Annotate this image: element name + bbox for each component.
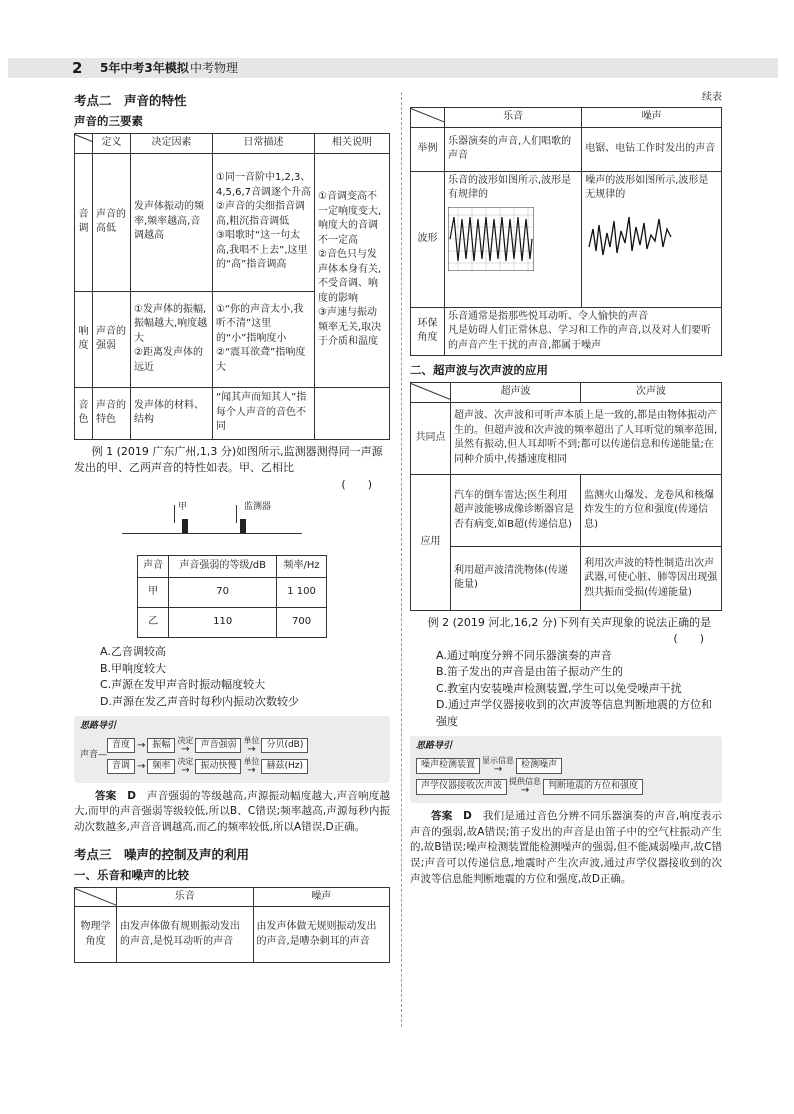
answer-text: 声音强弱的等级越高,声源振动幅度越大,声音响度越大,而甲的声音强弱等级较低,所以B、C错误;频率越高,声源每秒内振动次数越多,声音音调越高,而乙的频率较低,所以A错误,D正确。: [74, 789, 391, 833]
subsection-title: 二、超声波与次声波的应用: [410, 363, 548, 377]
table-header: 噪声: [253, 887, 390, 907]
ground-line: [122, 533, 302, 534]
right-column: [410, 90, 722, 888]
table-cell: 1 100: [277, 578, 327, 608]
guide-tag: 思路导引: [416, 741, 453, 752]
table-cell: 发声体振动的频率,频率越高,音调越高: [131, 153, 213, 291]
option-a: A.乙音调较高: [100, 645, 166, 658]
monitor-block: [240, 519, 246, 533]
row-name: 环保角度: [411, 307, 445, 356]
table-cell: 110: [169, 608, 277, 638]
flow-arrow: 决定 →: [177, 756, 194, 776]
ultra-infra-table: [410, 382, 722, 611]
table-cell: 由发声体做有规则振动发出的声音,是悦耳动听的声音: [117, 907, 254, 963]
flow-arrow: →: [137, 739, 146, 751]
page-header: [0, 58, 794, 80]
flow-row: [416, 757, 716, 775]
row-name: 共同点: [411, 402, 451, 474]
monitor-figure: [74, 497, 390, 551]
table-cell: 利用超声波清洗物体(传递能量): [451, 546, 581, 610]
answer-blank: ( ): [673, 632, 704, 646]
table-corner: [75, 887, 117, 907]
thinking-guide-2: [410, 736, 722, 803]
row-name: 音色: [75, 387, 93, 439]
flow-box: 噪声检测装置: [416, 758, 480, 774]
table-cell: 监测火山爆发、龙卷风和核爆炸发生的方位和强度(传递信息): [581, 474, 722, 546]
table-cell: 声音的高低: [93, 153, 131, 291]
row-name: 应用: [411, 474, 451, 610]
example2-stem: 例 2 (2019 河北,16,2 分)下列有关声现象的说法正确的是: [427, 615, 712, 629]
table-cell: [582, 171, 722, 307]
row-name: 物理学角度: [75, 907, 117, 963]
table-header: 乐音: [117, 887, 254, 907]
table-corner: [75, 134, 93, 154]
table-cell: 乐器演奏的声音,人们唱歌的声音: [445, 127, 582, 171]
answer-text: 我们是通过音色分辨不同乐器演奏的声音,响度表示声音的强弱,故A错误;笛子发出的声音是由笛子中的空气柱振动产生的,故B错误;噪声检测装置能检测噪声的强弱,但不能减弱噪声,故C错误;声音可以传递信息,地震时产生次声波,通过声学仪器接收到的次声波等信息能判断地震的方位和强度,故D正确。: [410, 809, 723, 885]
subsection-title: 声音的三要素: [74, 113, 143, 128]
table-corner: [411, 108, 445, 128]
table-header: 噪声: [582, 108, 722, 128]
thinking-guide-1: [74, 716, 390, 783]
table-cell: 由发声体做无规则振动发出的声音,是嘈杂刺耳的声音: [253, 907, 390, 963]
table-cell: 700: [277, 608, 327, 638]
section-title-2: 考点二 声音的特性: [74, 93, 187, 108]
option-c: C.声源在发甲声音时振动幅度较大: [100, 678, 266, 691]
figure-label-jia: 甲: [178, 502, 188, 512]
table-header: 定义: [93, 134, 131, 154]
option-d: D.通过声学仪器接收到的次声波等信息判断地震的方位和强度: [436, 698, 712, 728]
flow-box: 音度: [107, 738, 135, 754]
flow-box: 分贝(dB): [261, 738, 308, 754]
table-header: 相关说明: [315, 134, 390, 154]
table-cell: 甲: [138, 578, 169, 608]
flow-box: 音调: [107, 759, 135, 775]
noise-waveform: [585, 207, 675, 263]
flow-box: 振动快慢: [195, 759, 241, 775]
cell-text: 噪声的波形如图所示,波形是无规律的: [585, 174, 709, 200]
flow-box: 振幅: [147, 738, 175, 754]
cell-text: 乐音的波形如图所示,波形是有规律的: [448, 174, 572, 200]
flow-arrow: 决定 →: [177, 735, 194, 755]
three-elements-table: [74, 133, 390, 440]
figure-label-monitor: 监测器: [244, 502, 272, 512]
answer-label: 答案 D: [95, 789, 136, 802]
table-corner: [411, 383, 451, 403]
flow-arrow: 单位 →: [243, 756, 260, 776]
table-cell: 电锯、电钻工作时发出的声音: [582, 127, 722, 171]
option-b: B.笛子发出的声音是由笛子振动产生的: [436, 665, 624, 679]
book-title: 5年中考3年模拟: [100, 61, 189, 75]
flow-box: 检测噪声: [516, 758, 562, 774]
table-cell-note: ①音调变高不一定响度变大,响度大的音调不一定高 ②音色只与发声体本身有关,不受音调、响度的影响 ③声速与振动频率无关,取决于介质和温度: [315, 153, 390, 387]
section-title-3: 考点三 噪声的控制及声的利用: [74, 846, 250, 862]
table-cell: 声音的强弱: [93, 291, 131, 387]
table-header: 决定因素: [131, 134, 213, 154]
row-name: 音调: [75, 153, 93, 291]
table-header: 次声波: [581, 383, 722, 403]
option-a: A.通过响度分辨不同乐器演奏的声音: [436, 648, 612, 662]
flow-box: 判断地震的方位和强度: [543, 779, 643, 795]
guide-tag: 思路导引: [80, 721, 117, 731]
flow-arrow: 提供信息 →: [509, 776, 542, 796]
table-cell: ①同一音阶中1,2,3、4,5,6,7音调逐个升高 ②声音的尖细指音调高,粗沉指音调低 ③唱歌时“这一句太高,我唱不上去”,这里的“高”指音调高: [213, 153, 315, 291]
table-cell: 乐音通常是指那些悦耳动听、令人愉快的声音 凡是妨碍人们正常休息、学习和工作的声音,以及对人们要听的声音产生干扰的声音,都属于噪声: [445, 307, 722, 356]
table-cell: 利用次声波的特性制造出次声武器,可使心脏、肺等因出现强烈共振而受损(传递能量): [581, 546, 722, 610]
row-name: 响度: [75, 291, 93, 387]
subject-title: 中考物理: [190, 61, 239, 75]
flow-box: 频率: [147, 759, 175, 775]
table-header: 超声波: [451, 383, 581, 403]
table-header: 乐音: [445, 108, 582, 128]
example1-data-table: [137, 555, 327, 638]
table-cell: 汽车的倒车雷达;医生利用超声波能够成像诊断器官是否有病变,如B超(传递信息): [451, 474, 581, 546]
row-name: 波形: [411, 171, 445, 307]
flow-arrow: →: [137, 760, 146, 772]
answer-2: [410, 809, 722, 888]
music-waveform: [448, 207, 534, 271]
table-cell: 发声体的材料、结构: [131, 387, 213, 439]
answer-blank: ( ): [341, 477, 372, 491]
table-cell: ①“你的声音太小,我听不清”这里的“小”指响度小 ②“震耳欲聋”指响度大: [213, 291, 315, 387]
table-cell: ①发声体的振幅,振幅越大,响度越大 ②距离发声体的远近: [131, 291, 213, 387]
continued-label: 续表: [702, 92, 722, 103]
column-divider: [401, 92, 402, 1027]
table-header: 频率/Hz: [277, 556, 327, 578]
flow-arrow: 显示信息 →: [482, 755, 515, 775]
table-cell: 声音的特色: [93, 387, 131, 439]
table-cell-empty: [315, 387, 390, 439]
table-cell: 乙: [138, 608, 169, 638]
table-cell: 70: [169, 578, 277, 608]
row-name: 举例: [411, 127, 445, 171]
example1-stem: 例 1 (2019 广东广州,1,3 分)如图所示,监测器测得同一声源发出的甲、乙两声音的特性如表。甲、乙相比: [74, 444, 383, 474]
option-b: B.甲响度较大: [100, 661, 167, 675]
figure-line: [174, 505, 175, 523]
page-number: 2: [72, 59, 83, 77]
answer-1: [74, 789, 390, 836]
flow-lead: 声音—: [80, 750, 108, 761]
table-header: 声音强弱的等级/dB: [169, 556, 277, 578]
option-c: C.教室内安装噪声检测装置,学生可以免受噪声干扰: [436, 681, 682, 695]
table-header: 声音: [138, 556, 169, 578]
example2-options: [410, 648, 722, 731]
flow-box: 声学仪器接收次声波: [416, 779, 507, 795]
flow-arrow: 单位 →: [243, 735, 260, 755]
table-cell: “闻其声而知其人”指每个人声音的音色不同: [213, 387, 315, 439]
flow-row: [107, 758, 308, 776]
music-noise-table-cont: [410, 107, 722, 356]
left-column: [74, 90, 390, 963]
figure-line: [236, 505, 237, 523]
table-header: 日常描述: [213, 134, 315, 154]
music-noise-table: [74, 887, 390, 964]
option-d: D.声源在发乙声音时每秒内振动次数较少: [100, 694, 299, 708]
subsection-title: 一、乐音和噪声的比较: [74, 867, 189, 882]
sound-source-block: [182, 519, 188, 533]
flow-box: 声音强弱: [195, 738, 241, 754]
table-cell: 超声波、次声波和可听声本质上是一致的,都是由物体振动产生的。但超声波和次声波的频率超出了人耳听觉的频率范围,虽然有振动,但人耳却听不到;都可以传递信息和传递能量;在同种介质中,传播速度相同: [451, 402, 722, 474]
example1-options: [74, 644, 390, 710]
table-cell: [445, 171, 582, 307]
flow-box: 赫兹(Hz): [261, 759, 308, 775]
flow-row: [107, 737, 308, 755]
flow-row: [416, 778, 716, 796]
answer-label: 答案 D: [431, 809, 472, 822]
